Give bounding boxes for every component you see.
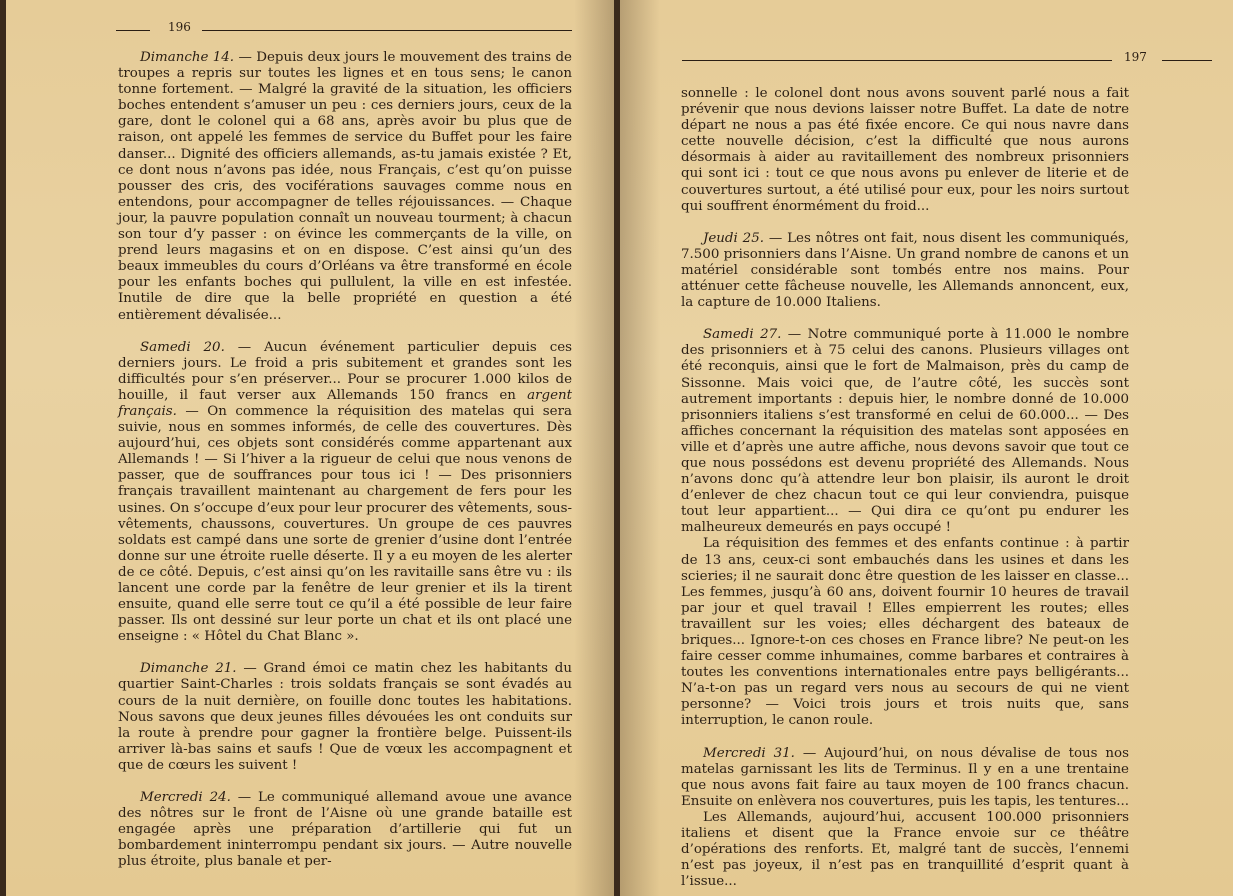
entry-text: — On commence la réquisition des matelas qui sera suivie, nous en sommes informés, de celle des couvertures. Dès aujourd’hui, ces objets sont considérés comme appartenant aux Allemands ! — Si l’hiver a la rigueur de celui que nous venons de passer, que de souffrances pour tous ici ! — Des prisonniers français travaillent maintenant au chargement de fers pour les usines. On s’occupe d’eux pour leur procurer des vêtements, sous-vêtements, chaussons, couvertures. Un groupe de ces pauvres soldats est campé dans une sorte de grenier d’usine dont l’entrée donne sur une étroite ruelle déserte. Il y a eu moyen de les alerter de ce côté. Depuis, c’est ainsi qu’on les ravitaille sans être vu : ils lancent une corde par la fenêtre de leur grenier et ils la tirent ensuite, quand elle serre tout ce qu’il a été possible de leur faire passer. Ils ont dessiné sur leur porte un chat et ils ont placé une enseigne : « Hôtel du Chat Blanc ».	[118, 403, 572, 645]
diary-paragraph: La réquisition des femmes et des enfants continue : à partir de 13 ans, ceux-ci sont embauchés dans les usines et dans les scieries; il ne saurait donc être question de les laisser en classe... Les femmes, jusqu’à 60 ans, doivent fournir 10 heures de travail par jour et quel travail ! Elles empierrent les routes; elles travaillent sur les voies; elles déchargent des bateaux de briques... Ignore-t-on ces choses en France libre? Ne peut-on les faire cesser comme inhumaines, comme barbares et contraires à toutes les conventions internationales entre pays belligérants... N’a-t-on pas un regard vers nous au secours de qui ne vient personne? — Voici trois jours et trois nuits que, sans interruption, le canon roule.	[681, 536, 1129, 729]
page-number: 197	[1124, 50, 1147, 64]
header-rule	[202, 30, 572, 31]
entry-text: — Notre communiqué porte à 11.000 le nombre des prisonniers et à 75 celui des canons. Plusieurs villages ont été reconquis, ainsi que le fort de Malmaison, près du camp de Sissonne. Mais voici que, de l’autre côté, les succès sont autrement importants : depuis hier, le nombre donné de 10.000 prisonniers italiens s’est transformé en celui de 60.000... — Des affiches concernant la réquisition des matelas sont apposées en ville et d’après une autre affiche, nous devons savoir que tout ce que nous possédons est devenu propriété des Allemands. Nous n’avons donc qu’à attendre leur bon plaisir, ils auront le droit d’enlever de chez chacun tout ce qui leur conviendra, puisque tout leur appartient... — Qui dira ce qu’ont pu endurer les malheureux demeurés en pays occupé !	[681, 327, 1130, 536]
entry-date: Jeudi 25.	[703, 230, 764, 246]
right-page-text	[681, 86, 1129, 896]
header-rule	[682, 60, 1112, 61]
entry-emphasis: argent français.	[118, 387, 572, 419]
header-rule	[116, 30, 150, 31]
entry-text: — Les nôtres ont fait, nous disent les communiqués, 7.500 prisonniers dans l’Aisne. Un grand nombre de canons et un matériel considérable sont tombés entre nos mains. Pour atténuer cette fâcheuse nouvelle, les Allemands annoncent, eux, la capture de 10.000 Italiens.	[681, 230, 1129, 311]
entry-date: Dimanche 14.	[140, 50, 235, 65]
right-page	[620, 0, 1233, 896]
entry-date: Mercredi 31.	[703, 745, 795, 761]
left-page	[6, 0, 614, 896]
entry-text: — Aujourd’hui, on nous dévalise de tous nos matelas garnissant les lits de Terminus. Il y en a une trentaine que nous avons fait faire au taux moyen de 100 francs chacun. Ensuite on enlèvera nos couvertures, puis les tapis, les tentures...	[681, 745, 1129, 809]
diary-entry	[118, 50, 572, 324]
diary-entry	[681, 327, 1129, 536]
diary-entry	[118, 790, 572, 870]
diary-entry	[681, 231, 1129, 311]
right-page-header	[682, 50, 1212, 72]
diary-entry	[681, 746, 1129, 810]
entry-date: Samedi 20.	[140, 339, 225, 355]
diary-paragraph: Les Allemands, aujourd’hui, accusent 100.000 prisonniers italiens et disent que la France envoie sur ce théâtre d’opérations des renforts. Et, malgré tant de succès, l’ennemi n’est pas joyeux, il n’est pas en tranquillité d’esprit quant à l’issue...	[681, 809, 1129, 890]
entry-date: Dimanche 21.	[140, 661, 237, 677]
left-page-text	[118, 50, 572, 871]
entry-date: Mercredi 24.	[140, 790, 231, 806]
entry-text: — Depuis deux jours le mouvement des trains de troupes a repris sur toutes les lignes et en tous sens; le canon tonne fortement. — Malgré la gravité de la situation, les officiers boches entendent s’amuser un peu : ces derniers jours, ceux de la gare, dont le colonel qui a 68 ans, après avoir bu plus que de raison, ont appelé les femmes de service du Buffet pour les faire danser... Dignité des officiers allemands, as-tu jamais existée ? Et, ce dont nous n’avons pas idée, nous Français, c’est qu’on puisse pousser des cris, des vociférations sauvages comme nous en entendons, pour accompagner de telles réjouissances. — Chaque jour, la pauvre population connaît un nouveau tourment; à chacun son tour d’y passer : on évince les commerçants de la ville, on prend leurs magasins et on en dispose. C’est ainsi qu’un des beaux immeubles du cours d’Orléans va être transformé en école pour les enfants boches qui pullulent, la ville en est infestée. Inutile de dire que la belle propriété en question a été entièrement dévalisée...	[118, 50, 572, 323]
entry-text: — Aucun événement particulier depuis ces derniers jours. Le froid a pris subitement et grandes sont les difficultés pour s’en préserver... Pour se procurer 1.000 kilos de houille, il faut verser aux Allemands 150 francs en	[118, 339, 572, 403]
diary-entry	[118, 340, 572, 646]
left-page-header	[116, 20, 576, 42]
page-number: 196	[168, 20, 191, 34]
entry-text: — Le communiqué allemand avoue une avance des nôtres sur le front de l’Aisne où une grande bataille est engagée après une préparation d’artillerie qui fut un bombardement ininterrompu pendant six jours. — Autre nouvelle plus étroite, plus banale et per-	[118, 790, 572, 870]
entry-continuation: sonnelle : le colonel dont nous avons souvent parlé nous a fait prévenir que nous devions laisser notre Buffet. La date de notre départ ne nous a pas été fixée encore. Ce qui nous navre dans cette nouvelle décision, c’est la difficulté que nous aurons désormais à aider au ravitaillement des nombreux prisonniers qui sont ici : tout ce que nous avons pu enlever de literie et de couvertures surtout, a été utilisé pour eux, pour les noirs surtout qui souffrent énormément du froid...	[681, 86, 1129, 214]
header-rule	[1162, 60, 1212, 61]
entry-date: Samedi 27.	[703, 327, 782, 343]
diary-entry	[118, 661, 572, 774]
entry-text: — Grand émoi ce matin chez les habitants du quartier Saint-Charles : trois soldats français se sont évadés au cours de la nuit dernière, on fouille donc toutes les habitations. Nous savons que deux jeunes filles dévouées les ont conduits sur la route à prendre pour gagner la frontière belge. Puissent-ils arriver là-bas sains et saufs ! Que de vœux les accompagnent et que de cœurs les suivent !	[118, 661, 572, 773]
